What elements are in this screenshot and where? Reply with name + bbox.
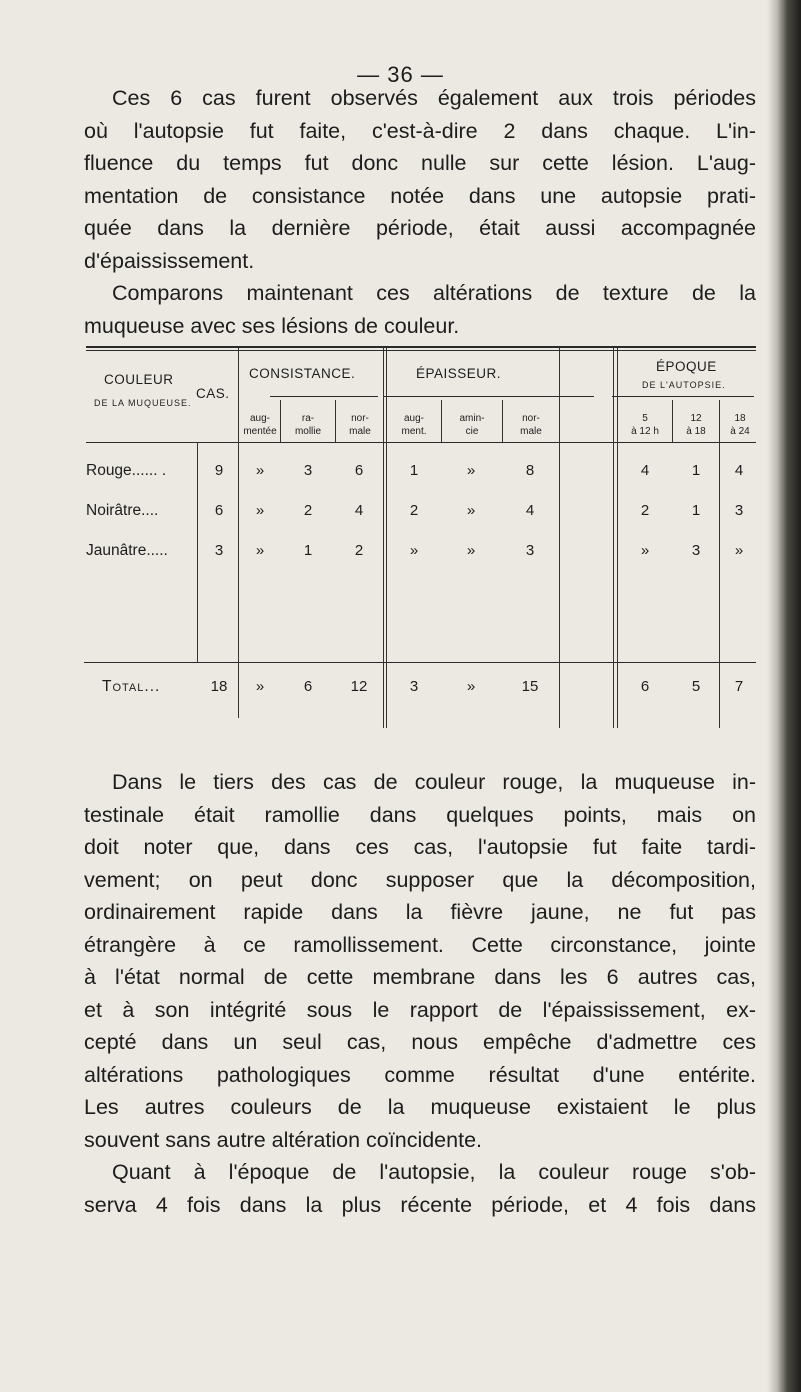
text-line: étrangère à ce ramollissement. Cette circonstance, jointe <box>84 932 756 957</box>
paragraph-2 <box>84 277 756 342</box>
text-line: fluence du temps fut donc nulle sur cette lésion. L'aug- <box>84 151 756 175</box>
consistance-rule <box>270 396 378 397</box>
column-rule <box>559 348 560 728</box>
subheader-12-18: 12 à 18 <box>686 413 706 437</box>
cell: 3 <box>525 542 535 559</box>
cell: 3 <box>303 462 313 479</box>
header-bottom-rule <box>86 442 756 443</box>
header-epoque-sub: DE L'AUTOPSIE. <box>642 380 726 390</box>
column-rule <box>238 348 239 718</box>
header-couleur: COULEUR <box>104 372 174 387</box>
cell: » <box>734 542 744 559</box>
total-cell: 12 <box>350 678 368 695</box>
header-epoque: ÉPOQUE <box>656 359 717 374</box>
page-binding-edge <box>767 0 801 1392</box>
cell: » <box>255 462 265 479</box>
row-label-total: Total... <box>102 678 161 695</box>
subheader-amincie: amin- cie <box>459 413 485 437</box>
column-rule <box>280 400 281 442</box>
cell-cas: 9 <box>214 462 224 479</box>
text-line: testinale était ramollie dans quelques points, mais on <box>84 802 756 827</box>
data-table <box>84 346 760 726</box>
cell: 2 <box>303 502 313 519</box>
cell: » <box>640 542 650 559</box>
cell: 1 <box>691 502 701 519</box>
cell: » <box>255 542 265 559</box>
column-rule <box>613 348 614 728</box>
cell-cas: 3 <box>214 542 224 559</box>
column-rule <box>617 348 618 728</box>
column-rule <box>441 400 442 442</box>
text-line: Les autres couleurs de la muqueuse existaient le plus <box>84 1095 756 1119</box>
cell: 1 <box>409 462 419 479</box>
row-label-noiratre: Noirâtre.... <box>86 502 159 519</box>
table-top-rule-thin <box>86 350 756 351</box>
cell: 2 <box>409 502 419 519</box>
text-line: d'épaississement. <box>84 248 255 273</box>
cell: » <box>466 502 476 519</box>
total-cell: 6 <box>640 678 650 695</box>
cell: 4 <box>525 502 535 519</box>
table-top-rule <box>86 346 756 348</box>
text-line: vement; on peut donc supposer que la décomposition, <box>84 867 756 892</box>
row-label-rouge: Rouge...... . <box>86 462 167 479</box>
text-line: Comparons maintenant ces altérations de texture de la <box>112 281 756 305</box>
subheader-5-12h: 5 à 12 h <box>631 413 659 437</box>
cell: 8 <box>525 462 535 479</box>
cell: 3 <box>734 502 744 519</box>
text-line: doit noter que, dans ces cas, l'autopsie fut faite tardi- <box>84 835 756 859</box>
cell: » <box>466 542 476 559</box>
column-rule <box>335 400 336 442</box>
text-line: où l'autopsie fut faite, c'est-à-dire 2 dans chaque. L'in- <box>84 118 756 143</box>
subheader-18-24: 18 à 24 <box>730 413 750 437</box>
cell: 1 <box>691 462 701 479</box>
text-line: Ces 6 cas furent observés également aux trois périodes <box>112 86 756 110</box>
cell: » <box>466 462 476 479</box>
cell: 2 <box>640 502 650 519</box>
cell: 4 <box>354 502 364 519</box>
cell-cas: 6 <box>214 502 224 519</box>
column-rule <box>672 400 673 442</box>
total-cell: 3 <box>409 678 419 695</box>
text-line: muqueuse avec ses lésions de couleur. <box>84 313 460 338</box>
page-number: — 36 — <box>357 62 444 87</box>
column-rule <box>383 348 384 728</box>
text-line: mentation de consistance notée dans une autopsie prati- <box>84 183 756 208</box>
total-cell: 7 <box>734 678 744 695</box>
row-label-jaunatre: Jaunâtre..... <box>86 542 168 559</box>
total-cell: 5 <box>691 678 701 695</box>
epoque-rule <box>612 396 754 397</box>
paragraph-1 <box>84 82 756 277</box>
cell: 3 <box>691 542 701 559</box>
subheader-ramollie: ra- mollie <box>294 413 322 437</box>
total-cell: 6 <box>303 678 313 695</box>
text-line: Dans le tiers des cas de couleur rouge, la muqueuse in- <box>112 770 756 794</box>
cell: 2 <box>354 542 364 559</box>
cell: 4 <box>640 462 650 479</box>
text-line: à l'état normal de cette membrane dans les 6 autres cas, <box>84 965 756 989</box>
cell: 1 <box>303 542 313 559</box>
text-line: ordinairement rapide dans la fièvre jaune, ne fut pas <box>84 900 756 924</box>
total-cell: » <box>255 678 265 695</box>
text-line: serva 4 fois dans la plus récente période, et 4 fois dans <box>84 1192 756 1217</box>
column-rule <box>197 442 198 662</box>
paragraph-3 <box>84 766 756 1156</box>
column-rule <box>502 400 503 442</box>
paragraph-4 <box>84 1156 756 1221</box>
total-cell: » <box>466 678 476 695</box>
header-couleur-sub: DE LA MUQUEUSE. <box>94 398 192 408</box>
total-cell: 15 <box>521 678 539 695</box>
text-line: Quant à l'époque de l'autopsie, la couleur rouge s'ob- <box>112 1160 756 1184</box>
subheader-normale: nor- male <box>349 413 371 437</box>
epaisseur-rule <box>384 396 594 397</box>
cell: » <box>409 542 419 559</box>
text-line: souvent sans autre altération coïncidente. <box>84 1127 483 1152</box>
text-line: cepté dans un seul cas, nous empêche d'admettre ces <box>84 1030 756 1054</box>
cell: » <box>255 502 265 519</box>
column-rule <box>386 348 387 728</box>
header-cas: CAS. <box>196 386 230 401</box>
text-line: quée dans la dernière période, était aussi accompagnée <box>84 216 756 240</box>
total-rule <box>84 662 756 663</box>
cell: 6 <box>354 462 364 479</box>
subheader-augmentee: aug- mentée <box>243 413 277 437</box>
subheader-augment: aug- ment. <box>401 413 427 437</box>
header-consistance: CONSISTANCE. <box>249 366 356 381</box>
subheader-normale-ep: nor- male <box>520 413 542 437</box>
cell: 4 <box>734 462 744 479</box>
text-line: et à son intégrité sous le rapport de l'épaississement, ex- <box>84 997 756 1022</box>
total-cas: 18 <box>210 678 228 695</box>
header-epaisseur: ÉPAISSEUR. <box>416 366 502 381</box>
text-line: altérations pathologiques comme résultat d'une entérite. <box>84 1062 756 1087</box>
